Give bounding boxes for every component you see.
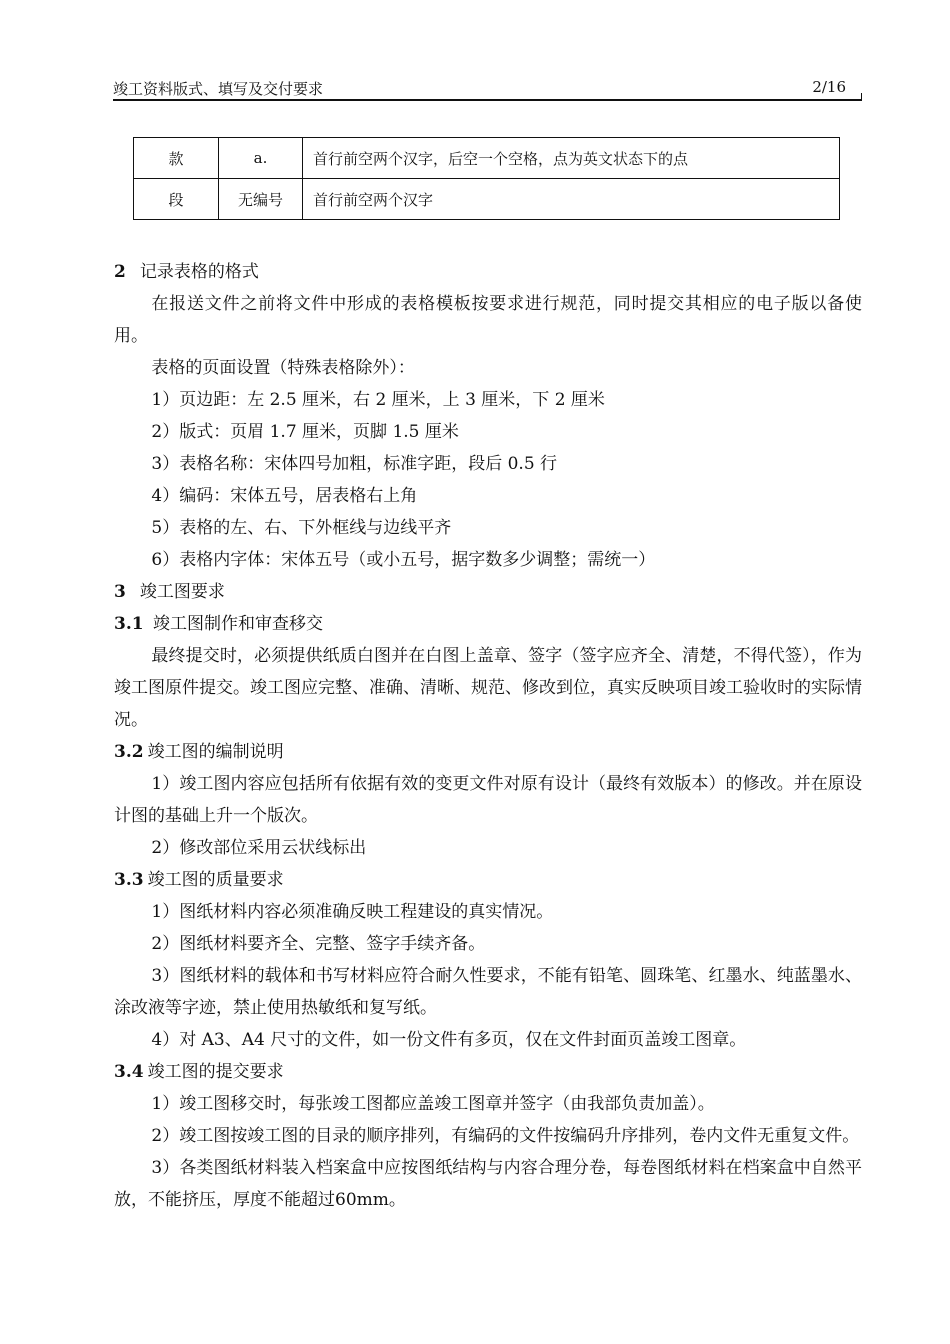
list-item: 4）对 A3、A4 尺寸的文件，如一份文件有多页，仅在文件封面页盖竣工图章。 — [151, 1030, 747, 1050]
list-item: 1）图纸材料内容必须准确反映工程建设的真实情况。 — [151, 902, 554, 922]
list-item: 3）图纸材料的载体和书写材料应符合耐久性要求，不能有铅笔、圆珠笔、红墨水、纯蓝墨水、涂改液等字迹，禁止使用热敏纸和复写纸。 — [114, 966, 862, 1018]
document-body — [114, 256, 862, 1216]
header-rule-tick — [861, 93, 862, 99]
list-item: 5）表格的左、右、下外框线与边线平齐 — [151, 518, 452, 538]
paragraph: 表格的页面设置（特殊表格除外）： — [151, 358, 415, 378]
section-heading-3: 3 竣工图要求 — [114, 582, 225, 602]
page-header — [113, 78, 846, 98]
section-heading-3-4: 3.4 竣工图的提交要求 — [114, 1062, 284, 1082]
list-item: 1）竣工图内容应包括所有依据有效的变更文件对原有设计（最终有效版本）的修改。并在原设计图的基础上升一个版次。 — [114, 774, 862, 826]
header-title: 竣工资料版式、填写及交付要求 — [113, 80, 324, 98]
table-row — [134, 138, 840, 179]
section-heading-3-3: 3.3 竣工图的质量要求 — [114, 870, 284, 890]
list-item: 2）修改部位采用云状线标出 — [151, 838, 367, 858]
page-number: 2/16 — [812, 78, 846, 96]
list-item: 2）版式：页眉 1.7 厘米，页脚 1.5 厘米 — [151, 422, 459, 442]
section-heading-3-1: 3.1 竣工图制作和审查移交 — [114, 614, 323, 634]
table-cell: a. — [219, 138, 303, 179]
list-item: 1）竣工图移交时，每张竣工图都应盖竣工图章并签字（由我部负责加盖）。 — [151, 1094, 715, 1114]
paragraph: 在报送文件之前将文件中形成的表格模板按要求进行规范，同时提交其相应的电子版以备使用。 — [114, 294, 862, 346]
list-item: 4）编码：宋体五号，居表格右上角 — [151, 486, 418, 506]
list-item: 2）图纸材料要齐全、完整、签字手续齐备。 — [151, 934, 486, 954]
section-heading-3-2: 3.2 竣工图的编制说明 — [114, 742, 284, 762]
paragraph: 最终提交时，必须提供纸质白图并在白图上盖章、签字（签字应齐全、清楚，不得代签），作为竣工图原件提交。竣工图应完整、准确、清晰、规范、修改到位，真实反映项目竣工验收时的实际情况。 — [114, 646, 862, 730]
table-row — [134, 179, 840, 220]
table-cell: 首行前空两个汉字，后空一个空格，点为英文状态下的点 — [303, 138, 840, 179]
header-rule — [113, 99, 862, 101]
section-heading-2: 2 记录表格的格式 — [114, 262, 259, 282]
list-item: 3）表格名称：宋体四号加粗，标准字距，段后 0.5 行 — [151, 454, 558, 474]
table-cell: 无编号 — [219, 179, 303, 220]
table-cell: 款 — [134, 138, 219, 179]
table-cell: 段 — [134, 179, 219, 220]
list-item: 3）各类图纸材料装入档案盒中应按图纸结构与内容合理分卷，每卷图纸材料在档案盒中自然平放，不能挤压，厚度不能超过60mm。 — [114, 1158, 862, 1210]
list-item: 6）表格内字体：宋体五号（或小五号，据字数多少调整；需统一） — [151, 550, 656, 570]
list-item: 1）页边距：左 2.5 厘米，右 2 厘米，上 3 厘米，下 2 厘米 — [151, 390, 605, 410]
format-spec-table — [133, 137, 840, 220]
list-item: 2）竣工图按竣工图的目录的顺序排列，有编码的文件按编码升序排列，卷内文件无重复文件。 — [151, 1126, 860, 1146]
table-cell: 首行前空两个汉字 — [303, 179, 840, 220]
